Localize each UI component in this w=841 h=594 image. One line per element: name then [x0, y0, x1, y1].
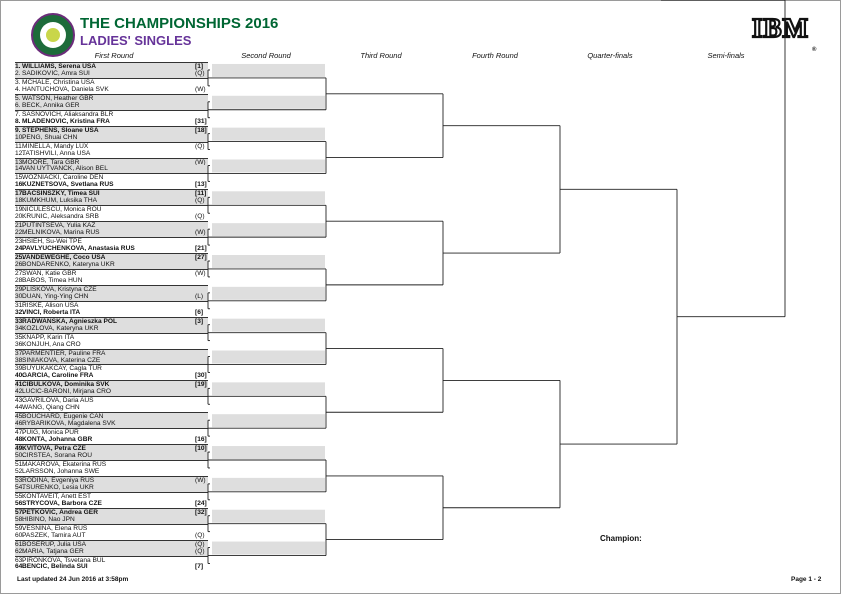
draw-position: 34.: [15, 324, 25, 332]
player-name: KONTAVEIT, Anett EST: [22, 492, 92, 500]
player-name: KVITOVA, Petra CZE: [22, 445, 86, 453]
bracket-slot-shade: [212, 96, 325, 109]
bracket-slot-shade: [212, 382, 325, 395]
player-name: BACSINSZKY, Timea SUI: [22, 190, 100, 198]
player-name: KONJUH, Ana CRO: [22, 340, 81, 348]
bracket-slot-shade: [212, 446, 325, 459]
player-name: STEPHENS, Sloane USA: [22, 126, 99, 134]
round-header: First Round: [94, 51, 134, 60]
player-name: WATSON, Heather GBR: [22, 94, 94, 102]
page-number: Page 1 - 2: [791, 576, 822, 583]
player-name: PENG, Shuai CHN: [22, 133, 78, 141]
draw-position: 64.: [15, 563, 25, 571]
bracket-slot-shade: [212, 64, 325, 77]
draw-position: 45.: [15, 413, 25, 421]
draw-position: 53.: [15, 476, 25, 484]
draw-position: 44.: [15, 404, 25, 412]
player-name: CIRSTEA, Sorana ROU: [22, 452, 92, 460]
draw-position: 9.: [15, 126, 21, 134]
player-name: RODINA, Evgeniya RUS: [22, 476, 95, 484]
player-name: KRUNIC, Aleksandra SRB: [22, 213, 99, 221]
draw-position: 23.: [15, 238, 25, 246]
draw-position: 43.: [15, 397, 25, 405]
player-name: BECK, Annika GER: [22, 101, 80, 109]
player-name: BENCIC, Belinda SUI: [22, 563, 88, 571]
bracket-slot-shade: [212, 287, 325, 300]
player-seed: (Q): [195, 69, 205, 77]
event-subtitle: LADIES' SINGLES: [80, 33, 192, 48]
round-header: Semi-finals: [707, 51, 745, 60]
player-name: HIBINO, Nao JPN: [22, 515, 75, 523]
draw-position: 46.: [15, 420, 25, 428]
draw-position: 40.: [15, 372, 25, 380]
draw-position: 20.: [15, 213, 25, 221]
draw-position: 57.: [15, 508, 25, 516]
draw-position: 41.: [15, 381, 25, 389]
draw-position: 59.: [15, 524, 25, 532]
player-seed: [24]: [195, 499, 207, 507]
player-seed: [32]: [195, 508, 207, 516]
player-seed: [19]: [195, 381, 207, 389]
player-name: GAVRILOVA, Daria AUS: [22, 397, 94, 405]
player-name: PASZEK, Tamira AUT: [22, 531, 86, 539]
player-name: PUTINTSEVA, Yulia KAZ: [22, 222, 96, 230]
draw-position: 26.: [15, 261, 25, 268]
player-seed: [3]: [195, 317, 204, 325]
draw-position: 47.: [15, 429, 25, 437]
bracket-slot-shade: [212, 542, 325, 555]
player-name: MARIA, Tatjana GER: [22, 547, 84, 555]
player-seed: [11]: [195, 190, 207, 198]
player-name: PAVLYUCHENKOVA, Anastasia RUS: [22, 245, 135, 253]
round-header: Third Round: [360, 51, 402, 60]
draw-position: 55.: [15, 492, 25, 500]
player-seed: [30]: [195, 372, 207, 380]
player-name: BOSERUP, Julia USA: [22, 540, 87, 548]
draw-position: 62.: [15, 547, 25, 555]
player-seed: [1]: [195, 63, 204, 70]
draw-position: 56.: [15, 499, 25, 507]
player-name: GARCIA, Caroline FRA: [22, 372, 94, 380]
draw-position: 8.: [15, 117, 21, 125]
draw-position: 2.: [15, 69, 21, 77]
player-seed: [7]: [195, 563, 204, 571]
player-seed: (Q): [195, 197, 205, 205]
player-seed: [21]: [195, 245, 207, 253]
draw-position: 58.: [15, 515, 25, 523]
player-name: MELNIKOVA, Marina RUS: [22, 229, 100, 237]
draw-position: 21.: [15, 222, 25, 230]
player-seed: [27]: [195, 254, 207, 262]
bracket-slot-shade: [212, 414, 325, 427]
player-name: MCHALE, Christina USA: [22, 78, 95, 86]
ibm-logo: IBM ®: [752, 13, 818, 53]
player-seed: (Q): [195, 540, 205, 548]
draw-position: 13.: [15, 158, 25, 166]
player-seed: (W): [195, 229, 206, 237]
player-name: KUMKHUM, Luksika THA: [22, 197, 97, 205]
bracket-slot-shade: [212, 159, 325, 172]
player-name: KUZNETSOVA, Svetlana RUS: [22, 181, 114, 189]
bracket-slot-shade: [212, 128, 325, 141]
draw-position: 49.: [15, 445, 25, 453]
player-name: KONTA, Johanna GBR: [22, 436, 93, 444]
player-name: PIRONKOVA, Tsvetana BUL: [22, 556, 106, 564]
draw-position: 29.: [15, 285, 25, 293]
player-seed: [10]: [195, 445, 207, 453]
draw-position: 36.: [15, 340, 25, 348]
player-seed: [18]: [195, 126, 207, 134]
player-seed: (Q): [195, 531, 205, 539]
draw-position: 10.: [15, 133, 25, 141]
player-seed: [31]: [195, 117, 207, 125]
player-name: RYBARIKOVA, Magdalena SVK: [22, 420, 116, 428]
player-seed: [13]: [195, 181, 207, 189]
player-name: BUYUKAKCAY, Cagla TUR: [22, 365, 102, 373]
player-name: BABOS, Timea HUN: [22, 276, 83, 284]
player-name: HSIEH, Su-Wei TPE: [22, 238, 82, 246]
player-name: NICULESCU, Monica ROU: [22, 206, 102, 214]
player-name: LARSSON, Johanna SWE: [22, 467, 100, 475]
draw-position: 28.: [15, 276, 25, 284]
draw-position: 30.: [15, 292, 25, 300]
player-seed: (W): [195, 158, 206, 166]
player-seed: (L): [195, 292, 204, 300]
player-seed: (W): [195, 85, 206, 93]
bracket-slot-shade: [212, 478, 325, 491]
player-seed: (Q): [195, 142, 205, 150]
player-name: WILLIAMS, Serena USA: [22, 63, 97, 70]
draw-position: 19.: [15, 206, 25, 214]
player-name: MOORE, Tara GBR: [22, 158, 80, 166]
player-seed: (W): [195, 476, 206, 484]
draw-position: 60.: [15, 531, 25, 539]
draw-position: 3.: [15, 78, 21, 86]
draw-position: 33.: [15, 317, 25, 325]
draw-position: 15.: [15, 174, 25, 182]
player-seed: [16]: [195, 436, 207, 444]
player-name: PARMENTIER, Pauline FRA: [22, 349, 106, 357]
draw-position: 22.: [15, 229, 25, 237]
draw-position: 12.: [15, 149, 25, 157]
player-name: HANTUCHOVA, Daniela SVK: [22, 85, 109, 93]
player-name: VANDEWEGHE, Coco USA: [22, 254, 106, 262]
player-name: STRYCOVA, Barbora CZE: [22, 499, 102, 507]
draw-position: 18.: [15, 197, 25, 205]
player-name: WOZNIACKI, Caroline DEN: [22, 174, 104, 182]
player-name: SASNOVICH, Aliaksandra BLR: [22, 110, 114, 118]
player-seed: [6]: [195, 308, 204, 316]
player-name: VINCI, Roberta ITA: [22, 308, 81, 316]
bracket-slot-shade: [212, 191, 325, 204]
draw-position: 27.: [15, 269, 25, 277]
draw-position: 42.: [15, 388, 25, 396]
draw-position: 16.: [15, 181, 25, 189]
player-name: TATISHVILI, Anna USA: [22, 149, 91, 157]
player-name: MAKAROVA, Ekaterina RUS: [22, 461, 107, 468]
player-name: KOZLOVA, Kateryna UKR: [22, 324, 99, 332]
draw-position: 63.: [15, 556, 25, 564]
draw-position: 50.: [15, 452, 25, 460]
draw-position: 6.: [15, 101, 21, 109]
bracket-slot-shade: [212, 510, 325, 523]
champion-label: Champion:: [600, 534, 642, 543]
player-name: BOUCHARD, Eugenie CAN: [22, 413, 104, 421]
bracket-slot-shade: [212, 255, 325, 268]
round-header: Fourth Round: [472, 51, 518, 60]
draw-title: THE CHAMPIONSHIPS 2016: [80, 15, 279, 32]
draw-position: 35.: [15, 333, 25, 341]
player-name: DUAN, Ying-Ying CHN: [22, 292, 89, 300]
player-name: PLISKOVA, Kristyna CZE: [22, 285, 97, 293]
draw-position: 11.: [15, 142, 24, 150]
bracket-slot-shade: [212, 319, 325, 332]
player-name: MLADENOVIC, Kristina FRA: [22, 117, 110, 125]
draw-position: 38.: [15, 356, 25, 364]
draw-position: 32.: [15, 308, 25, 316]
player-name: TSURENKO, Lesia UKR: [22, 483, 94, 491]
last-updated: Last updated 24 Jun 2016 at 3:58pm: [17, 576, 129, 583]
draw-position: 51.: [15, 461, 25, 468]
player-name: VAN UYTVANCK, Alison BEL: [22, 165, 108, 173]
draw-position: 25.: [15, 254, 25, 262]
draw-position: 48.: [15, 436, 25, 444]
player-name: SINIAKOVA, Katerina CZE: [22, 356, 101, 364]
round-header: Quarter-finals: [587, 51, 633, 60]
player-seed: (Q): [195, 547, 205, 555]
player-seed: (W): [195, 269, 206, 277]
draw-position: 61.: [15, 540, 25, 548]
bracket-slot-shade: [212, 351, 325, 364]
player-name: CIBULKOVA, Dominika SVK: [22, 381, 110, 389]
player-name: PETKOVIC, Andrea GER: [22, 508, 98, 516]
player-name: MINELLA, Mandy LUX: [22, 142, 89, 150]
player-name: PUIG, Monica PUR: [22, 429, 79, 437]
player-name: RISKE, Alison USA: [22, 301, 79, 309]
player-name: LUCIC-BARONI, Mirjana CRO: [22, 388, 112, 396]
draw-position: 5.: [15, 94, 21, 102]
draw-position: 4.: [15, 85, 21, 93]
draw-position: 39.: [15, 365, 25, 373]
draw-position: 24.: [15, 245, 25, 253]
draw-position: 14.: [15, 165, 25, 173]
player-name: WANG, Qiang CHN: [22, 404, 80, 412]
player-name: KNAPP, Karin ITA: [22, 333, 75, 341]
player-name: RADWANSKA, Agnieszka POL: [22, 317, 118, 325]
draw-position: 1.: [15, 63, 21, 70]
draw-position: 52.: [15, 467, 25, 475]
player-name: BONDARENKO, Kateryna UKR: [22, 261, 115, 268]
player-seed: (Q): [195, 213, 205, 221]
draw-position: 7.: [15, 110, 21, 118]
round-header: Second Round: [241, 51, 291, 60]
draw-position: 54.: [15, 483, 25, 491]
player-name: VESNINA, Elena RUS: [22, 524, 88, 532]
draw-position: 31.: [15, 301, 25, 309]
draw-position: 37.: [15, 349, 25, 357]
draw-position: 17.: [15, 190, 25, 198]
bracket-slot-shade: [212, 223, 325, 236]
player-name: SADIKOVIC, Amra SUI: [22, 69, 90, 77]
player-name: SWAN, Katie GBR: [22, 269, 77, 277]
